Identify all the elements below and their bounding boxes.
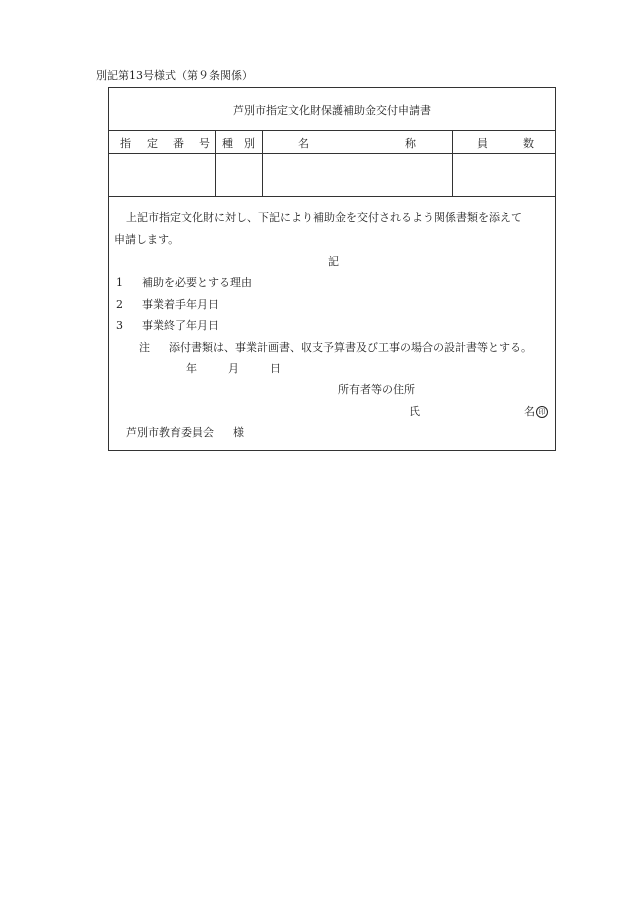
item-number: 2 bbox=[116, 298, 123, 311]
date-day: 日 bbox=[270, 362, 281, 375]
header-members bbox=[453, 131, 555, 153]
addressee: 芦別市教育委員会 bbox=[126, 426, 214, 439]
header-char: 種 bbox=[222, 137, 233, 150]
header-char: 号 bbox=[199, 137, 210, 150]
owner-name-surname: 氏 bbox=[409, 405, 420, 418]
form-number-label: 別記第13号様式（第９条関係） bbox=[96, 69, 253, 82]
table-data-row bbox=[109, 154, 555, 197]
header-char: 定 bbox=[147, 137, 158, 150]
date-line bbox=[186, 360, 281, 376]
application-form bbox=[108, 87, 556, 451]
note-label: 注 bbox=[139, 341, 150, 354]
statement-line-1: 上記市指定文化財に対し、下記により補助金を交付されるよう関係書類を添えて bbox=[126, 211, 522, 224]
ki-heading: 記 bbox=[328, 255, 339, 268]
header-name bbox=[263, 131, 453, 153]
seal-icon: 印 bbox=[536, 406, 548, 418]
name-cell[interactable] bbox=[263, 154, 453, 196]
owner-name-given: 名 bbox=[524, 405, 535, 418]
table-header-row bbox=[109, 131, 555, 154]
list-item bbox=[116, 317, 219, 333]
item-text: 補助を必要とする理由 bbox=[142, 276, 252, 289]
owner-address-label: 所有者等の住所 bbox=[338, 383, 415, 396]
date-month: 月 bbox=[228, 362, 239, 375]
item-number: 1 bbox=[116, 276, 123, 289]
header-char: 番 bbox=[173, 137, 184, 150]
type-cell[interactable] bbox=[216, 154, 263, 196]
document-title: 芦別市指定文化財保護補助金交付申請書 bbox=[233, 104, 431, 117]
list-item bbox=[116, 296, 219, 312]
designation-number-cell[interactable] bbox=[109, 154, 216, 196]
date-year: 年 bbox=[186, 362, 197, 375]
statement-line-2: 申請します。 bbox=[114, 233, 180, 246]
honorific: 様 bbox=[233, 426, 244, 439]
header-type bbox=[216, 131, 263, 153]
members-cell[interactable] bbox=[453, 154, 555, 196]
item-number: 3 bbox=[116, 319, 123, 332]
header-char: 称 bbox=[405, 137, 416, 150]
note-text: 添付書類は、事業計画書、収支予算書及び工事の場合の設計書等とする。 bbox=[169, 341, 532, 354]
addressee-line bbox=[126, 424, 244, 440]
note bbox=[139, 339, 532, 355]
header-designation-number bbox=[109, 131, 216, 153]
header-char: 指 bbox=[120, 137, 131, 150]
item-text: 事業終了年月日 bbox=[142, 319, 219, 332]
title-row bbox=[109, 88, 555, 131]
list-item bbox=[116, 274, 252, 290]
header-char: 別 bbox=[244, 137, 255, 150]
header-char: 数 bbox=[523, 137, 534, 150]
owner-name-line bbox=[409, 403, 548, 419]
header-char: 名 bbox=[298, 137, 309, 150]
header-char: 員 bbox=[477, 137, 488, 150]
item-text: 事業着手年月日 bbox=[142, 298, 219, 311]
